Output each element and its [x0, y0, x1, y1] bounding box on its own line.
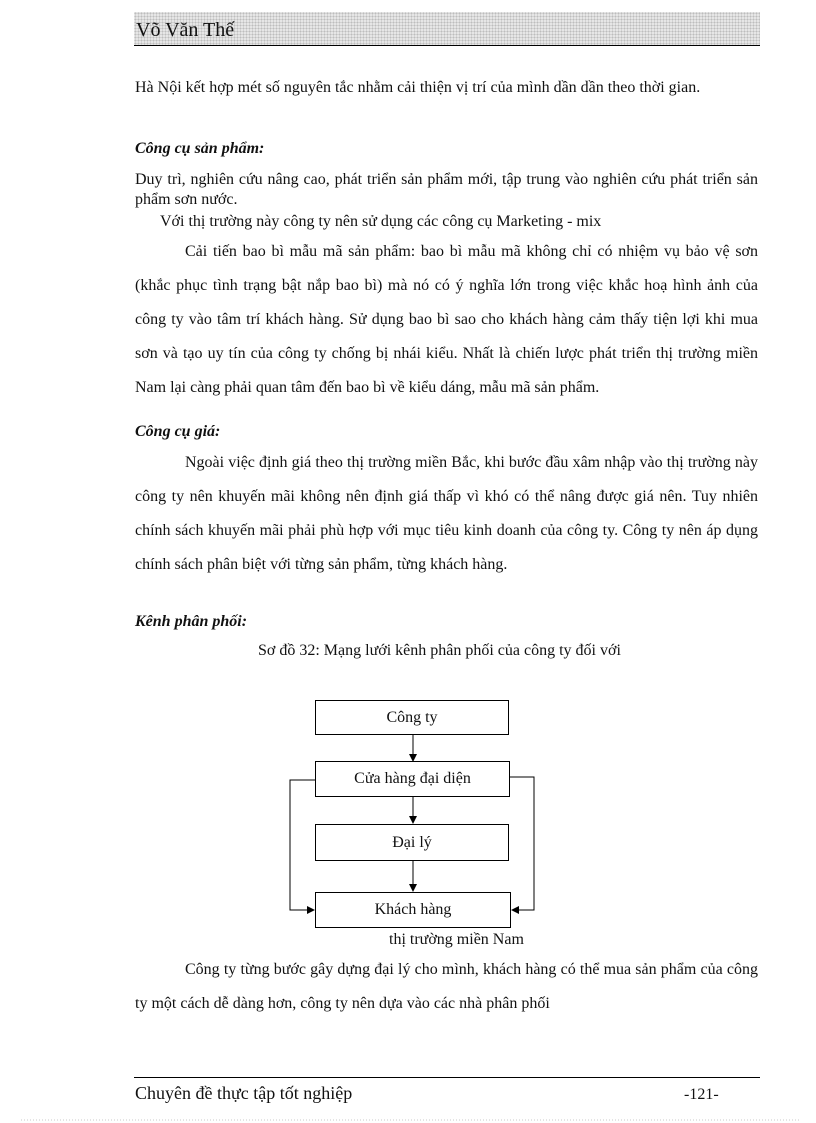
footer-title: Chuyên đề thực tập tốt nghiệp	[135, 1083, 353, 1103]
node-agent: Đại lý	[315, 824, 509, 861]
arrow-store-to-customer-left	[290, 780, 316, 910]
header-title: Võ Văn Thế	[136, 19, 235, 41]
page-header	[134, 12, 760, 46]
price-heading: Công cụ giá:	[135, 423, 221, 440]
intro-paragraph: Hà Nội kết hợp mét số nguyên tắc nhằm cải thiện vị trí của mình dần dần theo thời gian.	[135, 79, 701, 96]
packaging-paragraph: Cải tiến bao bì mẫu mã sản phẩm: bao bì mẫu mã không chỉ có nhiệm vụ bảo vệ sơn (khắc phục tình trạng bật nắp bao bì) mà nó có ý nghĩa lớn trong việc khắc hoạ hình ảnh của công ty vào tâm trí khách hàng. Sử dụng bao bì sao cho khách hàng cảm thấy tiện lợi khi mua sơn và tạo uy tín của công ty chống bị nhái kiểu. Nhất là chiến lược phát triển thị trường miền Nam lại càng phải quan tâm đến bao bì về kiểu dáng, mẫu mã sản phẩm.	[135, 243, 758, 396]
product-heading: Công cụ sản phẩm:	[135, 140, 265, 157]
diagram-caption-bottom: thị trường miền Nam	[389, 931, 524, 948]
channel-heading: Kênh phân phối:	[135, 613, 248, 630]
page-edge-dots	[20, 1119, 800, 1121]
node-customer: Khách hàng	[315, 892, 511, 928]
footer-rule	[134, 1077, 760, 1078]
diagram-caption-top: Sơ đồ 32: Mạng lưới kênh phân phối của công ty đối với	[258, 642, 621, 659]
node-company: Công ty	[315, 700, 509, 735]
arrow-store-to-customer-right	[510, 777, 534, 910]
page-number: -121-	[684, 1086, 719, 1103]
product-paragraph: Duy trì, nghiên cứu nâng cao, phát triển sản phẩm mới, tập trung vào nghiên cứu phát triển sản phẩm sơn nước.	[135, 171, 758, 208]
closing-paragraph: Công ty từng bước gây dựng đại lý cho mình, khách hàng có thể mua sản phẩm của công ty một cách dễ dàng hơn, công ty nên dựa vào các nhà phân phối	[135, 961, 758, 1012]
marketing-line: Với thị trường này công ty nên sử dụng các công cụ Marketing - mix	[160, 213, 602, 230]
node-representative-store: Cửa hàng đại diện	[315, 761, 510, 797]
price-paragraph: Ngoài việc định giá theo thị trường miền Bắc, khi bước đầu xâm nhập vào thị trường này công ty nên khuyến mãi không nên định giá thấp vì khó có thể nâng được giá nên. Tuy nhiên chính sách khuyến mãi phải phù hợp với mục tiêu kinh doanh của công ty. Công ty nên áp dụng chính sách phân biệt với từng sản phẩm, từng khách hàng.	[135, 454, 758, 573]
